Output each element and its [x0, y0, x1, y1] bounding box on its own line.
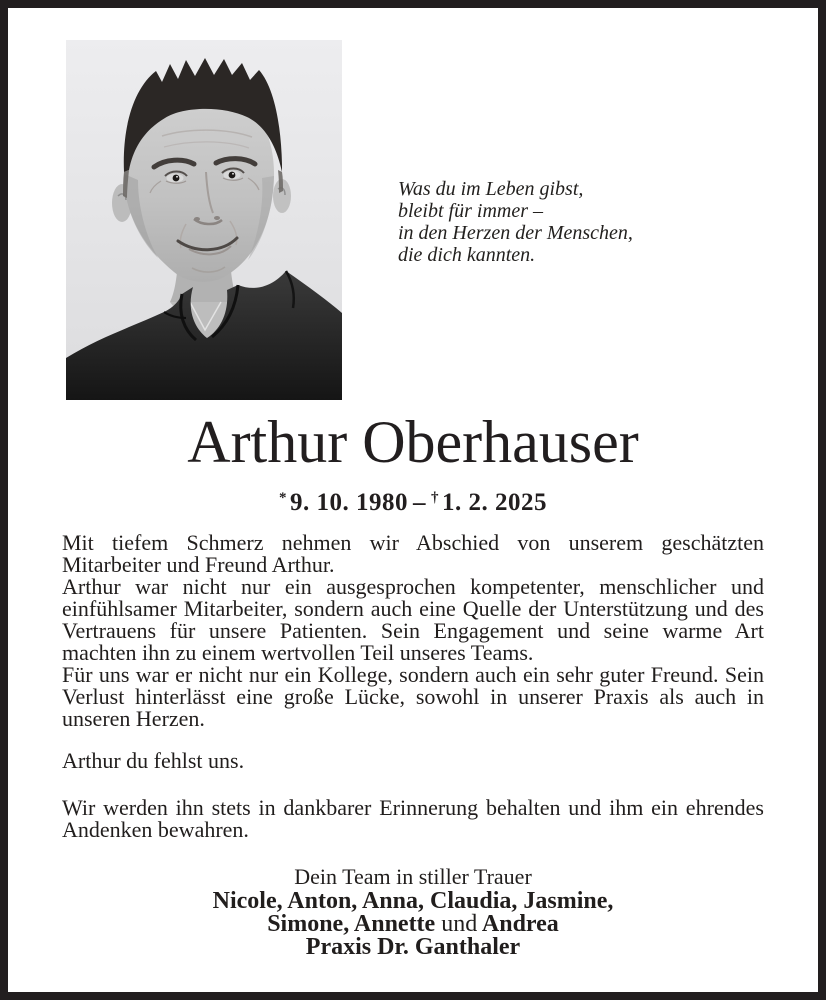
memorial-quote	[398, 178, 633, 266]
life-dates	[8, 489, 818, 520]
team-names-line-2-connector: und	[441, 911, 478, 937]
birth-date: 9. 10. 1980	[290, 489, 408, 516]
quote-line-3: in den Herzen der Menschen,	[398, 222, 633, 244]
quote-line-4: die dich kannten.	[398, 244, 536, 266]
obituary-text	[62, 532, 764, 841]
quote-line-1: Was du im Leben gibst,	[398, 178, 584, 200]
obituary-paragraph-2: Arthur war nicht nur ein ausgesprochen kompetenter, menschlicher und einfühlsamer Mitarbeiter, sondern auch eine Quelle der Unterstützung und des Vertrauens für unsere Patienten. Sein Engagement und seine warme Art machten ihn zu einem wertvollen Teil unseres Teams.	[62, 574, 764, 665]
death-symbol: †	[431, 490, 439, 507]
dates-separator: –	[413, 489, 426, 516]
team-names-line-2-bold-a: Simone, Annette	[267, 911, 436, 937]
obituary-paragraph-4: Arthur du fehlst uns.	[62, 748, 245, 773]
death-date: 1. 2. 2025	[442, 489, 547, 516]
practice-name: Praxis Dr. Ganthaler	[305, 934, 521, 960]
team-names-line-2-bold-b: Andrea	[481, 911, 559, 937]
quote-line-2: bleibt für immer –	[398, 200, 543, 222]
obituary-paragraph-3: Für uns war er nicht nur ein Kollege, sondern auch ein sehr guter Freund. Sein Verlust hinterlässt eine große Lücke, sowohl in unserer Praxis als auch in unseren Herzen.	[62, 662, 764, 731]
team-names-line-1: Nicole, Anton, Anna, Claudia, Jasmine,	[212, 888, 614, 914]
closing-intro: Dein Team in stiller Trauer	[294, 864, 532, 889]
deceased-name: Arthur Oberhauser	[187, 409, 639, 475]
team-names-line-2	[62, 913, 764, 936]
obituary-paragraph-1: Mit tiefem Schmerz nehmen wir Abschied von unserem geschätzten Mitarbeiter und Freund Arthur.	[62, 530, 764, 577]
portrait-photo-image	[66, 40, 342, 400]
portrait-photo	[66, 40, 342, 400]
closing-block	[62, 864, 764, 959]
obituary-paragraph-5: Wir werden ihn stets in dankbarer Erinnerung behalten und ihm ein ehrendes Andenken bewahren.	[62, 795, 764, 842]
birth-symbol: *	[279, 490, 287, 507]
